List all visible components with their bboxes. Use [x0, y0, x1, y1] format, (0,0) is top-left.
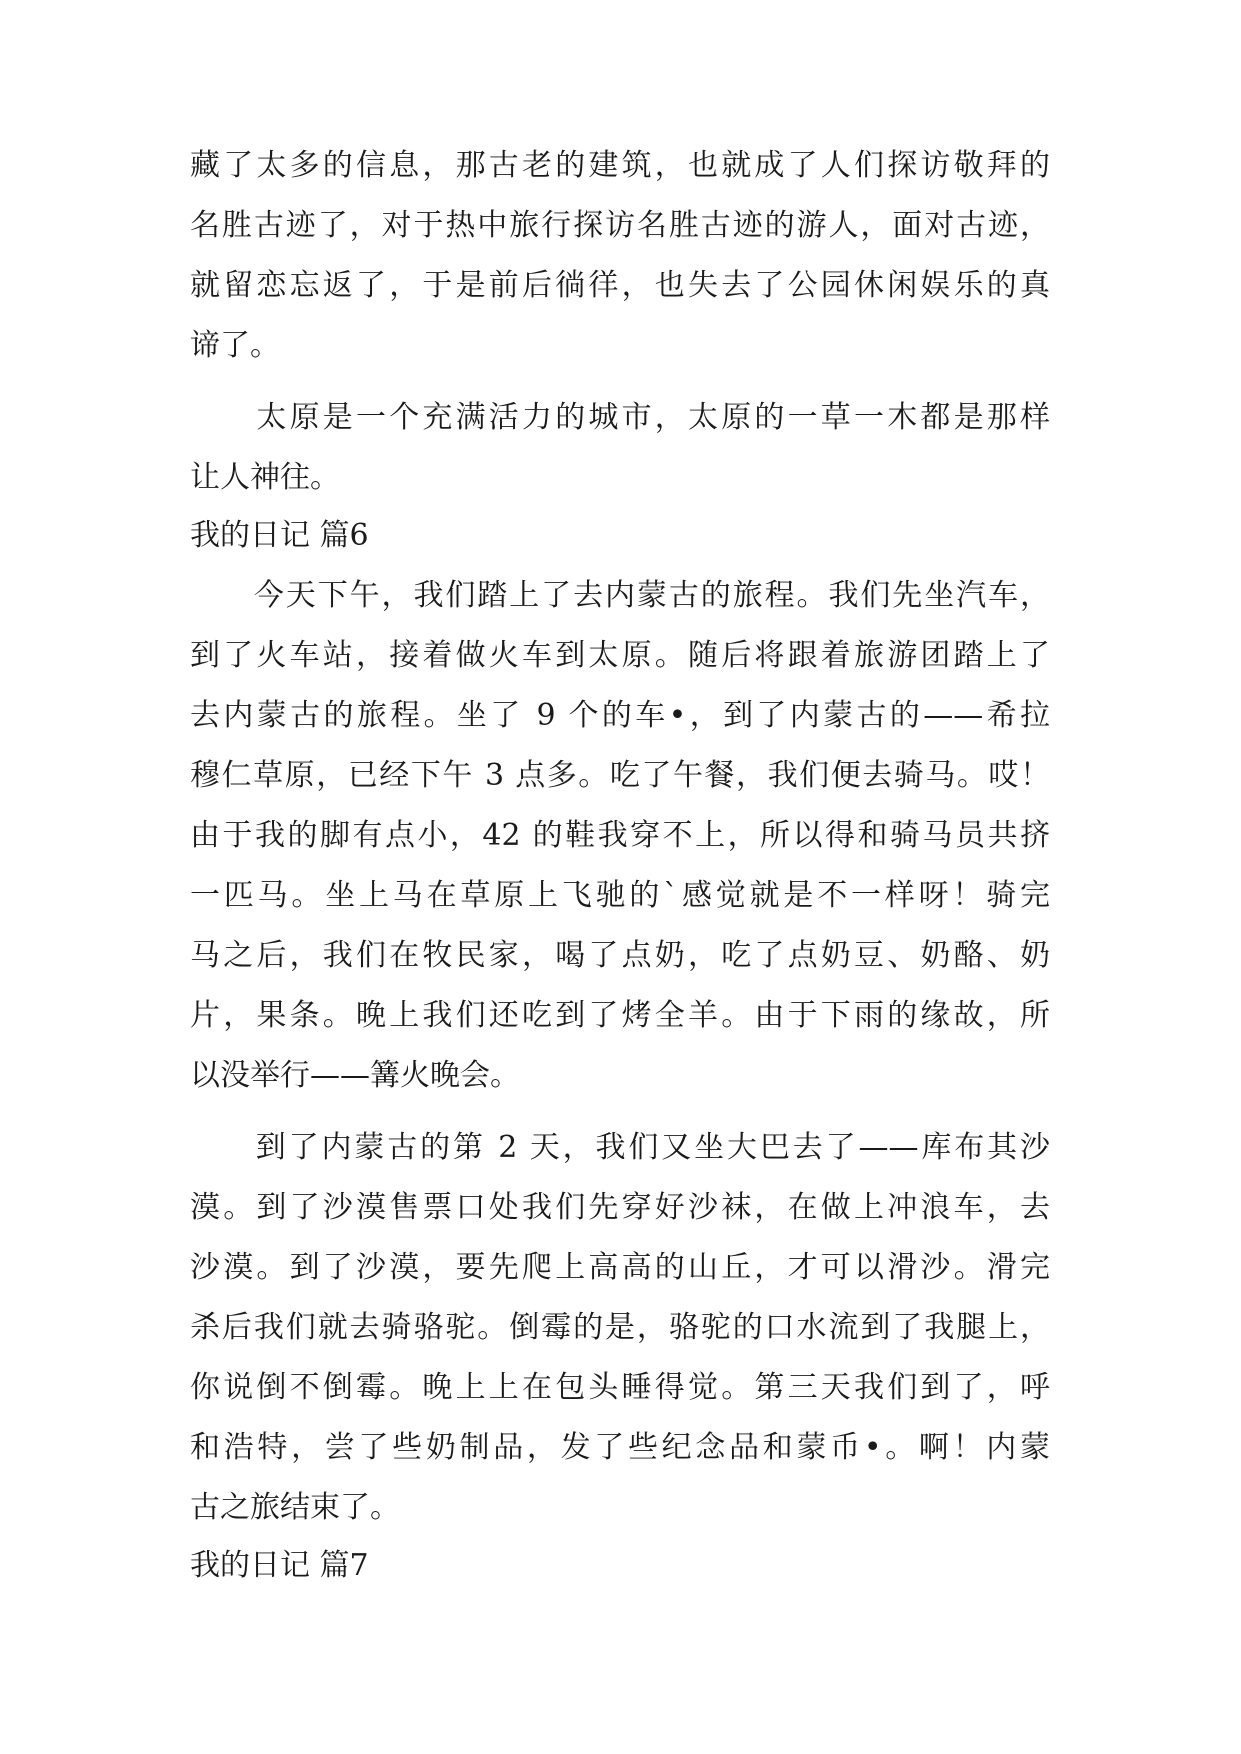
- paragraph-line: 就留恋忘返了，于是前后徜徉，也失去了公园休闲娱乐的真: [190, 268, 1050, 303]
- paragraph-line: 穆仁草原，已经下午 3 点多。吃了午餐，我们便去骑马。哎！: [190, 758, 1050, 793]
- paragraph-line: 你说倒不倒霉。晚上上在包头睡得觉。第三天我们到了，呼: [190, 1370, 1050, 1405]
- paragraph-line: 谛了。: [190, 328, 280, 363]
- paragraph-line: 到了内蒙古的第 2 天，我们又坐大巴去了——库布其沙: [190, 1130, 1050, 1165]
- paragraph-line: 藏了太多的信息，那古老的建筑，也就成了人们探访敬拜的: [190, 148, 1050, 183]
- paragraph-line: 杀后我们就去骑骆驼。倒霉的是，骆驼的口水流到了我腿上，: [190, 1310, 1050, 1345]
- paragraph-line: 太原是一个充满活力的城市，太原的一草一木都是那样: [190, 400, 1050, 435]
- section-heading: 我的日记 篇7: [190, 1548, 369, 1583]
- paragraph-line: 到了火车站，接着做火车到太原。随后将跟着旅游团踏上了: [190, 638, 1050, 673]
- paragraph-line: 马之后，我们在牧民家，喝了点奶，吃了点奶豆、奶酪、奶: [190, 938, 1050, 973]
- paragraph-line: 古之旅结束了。: [190, 1490, 400, 1525]
- paragraph-line: 一匹马。坐上马在草原上飞驰的`感觉就是不一样呀！骑完: [190, 878, 1050, 913]
- paragraph-line: 片，果条。晚上我们还吃到了烤全羊。由于下雨的缘故，所: [190, 998, 1050, 1033]
- paragraph-line: 以没举行——篝火晚会。: [190, 1058, 520, 1093]
- paragraph-line: 让人神往。: [190, 460, 340, 495]
- paragraph-line: 由于我的脚有点小，42 的鞋我穿不上，所以得和骑马员共挤: [190, 818, 1050, 853]
- paragraph-line: 今天下午，我们踏上了去内蒙古的旅程。我们先坐汽车，: [190, 578, 1050, 613]
- paragraph-line: 漠。到了沙漠售票口处我们先穿好沙袜，在做上冲浪车，去: [190, 1190, 1050, 1225]
- paragraph-line: 名胜古迹了，对于热中旅行探访名胜古迹的游人，面对古迹，: [190, 208, 1050, 243]
- paragraph-line: 和浩特，尝了些奶制品，发了些纪念品和蒙币•。啊！内蒙: [190, 1430, 1050, 1465]
- paragraph-line: 沙漠。到了沙漠，要先爬上高高的山丘，才可以滑沙。滑完: [190, 1250, 1050, 1285]
- section-heading: 我的日记 篇6: [190, 518, 369, 553]
- paragraph-line: 去内蒙古的旅程。坐了 9 个的车•，到了内蒙古的——希拉: [190, 698, 1050, 733]
